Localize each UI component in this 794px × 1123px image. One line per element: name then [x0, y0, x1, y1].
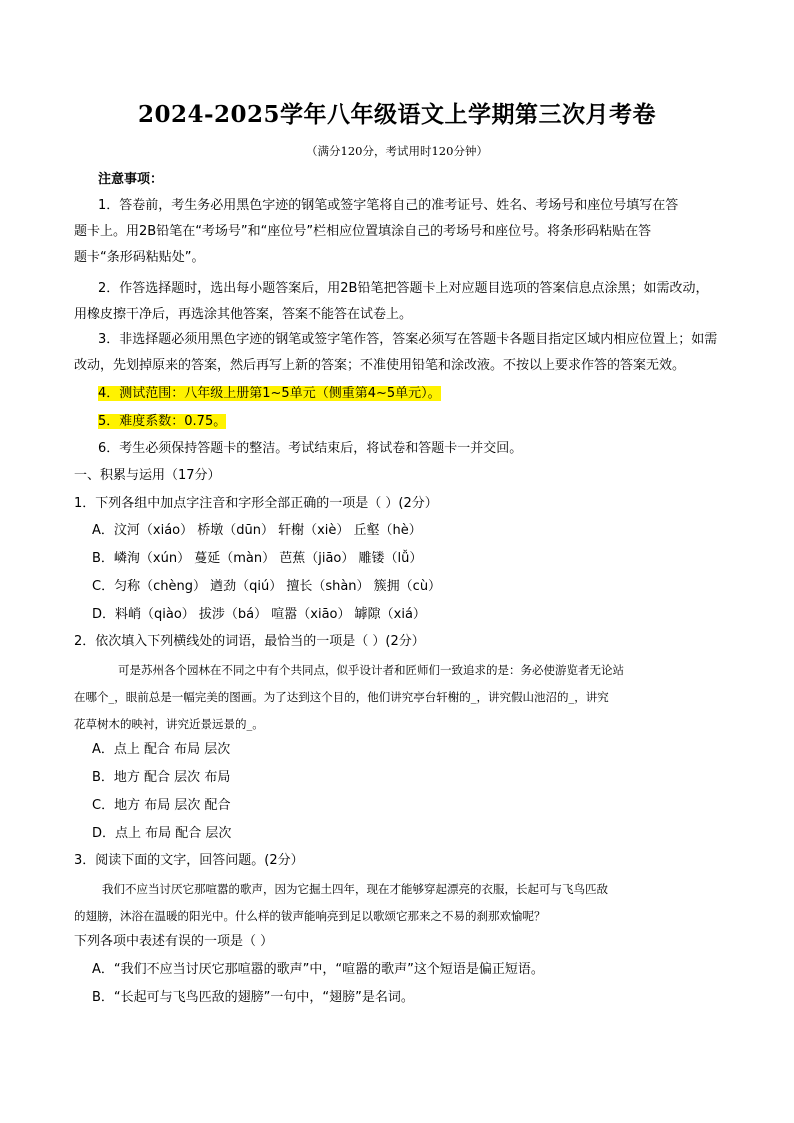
q3-passage-line-2: 的翅膀，沐浴在温暖的阳光中。什么样的钹声能响亮到足以歌颂它那来之不易的刹那欢愉呢？ [74, 909, 546, 923]
notice-heading: 注意事项： [98, 172, 164, 187]
notice-item-1-line-1: 1．答卷前，考生务必用黑色字迹的钢笔或签字笔将自己的准考证号、姓名、考场号和座位号填写在答 [98, 198, 679, 213]
notice-item-3-line-1: 3．非选择题必须用黑色字迹的钢笔或签字笔作答，答案必须写在答题卡各题目指定区域内相应位置上；如需 [98, 332, 718, 347]
q1-stem: 1．下列各组中加点字注音和字形全部正确的一项是（ ）(2分） [74, 496, 438, 511]
q2-stem: 2．依次填入下列横线处的词语，最恰当的一项是（ ）(2分） [74, 634, 425, 649]
notice-item-6: 6．考生必须保持答题卡的整洁。考试结束后，将试卷和答题卡一并交回。 [98, 441, 523, 456]
notice-item-3-line-2: 改动，先划掉原来的答案，然后再写上新的答案；不准使用铅笔和涂改液。不按以上要求作答的答案无效。 [74, 358, 686, 373]
notice-item-5: 5．难度系数：0.75。 [98, 414, 227, 429]
exam-subtitle: （满分120分，考试用时120分钟） [306, 144, 488, 158]
notice-item-1-line-2: 题卡上。用2B铅笔在“考场号”和“座位号”栏相应位置填涂自己的考场号和座位号。将条形码粘贴在答 [74, 224, 652, 239]
q2-passage-line-3: 花草树木的映衬，讲究近景远景的_。 [74, 717, 264, 731]
section-heading: 一、积累与运用（17分） [74, 468, 221, 483]
q3-option-a: A．“我们不应当讨厌它那喧嚣的歌声”中，“喧嚣的歌声”这个短语是偏正短语。 [92, 962, 544, 977]
q1-option-c: C．匀称（chèng） 遒劲（qiú） 擅长（shàn） 簇拥（cù） [92, 579, 442, 594]
q3-ask: 下列各项中表述有误的一项是（ ） [74, 934, 274, 949]
q2-option-d: D．点上 布局 配合 层次 [92, 826, 232, 841]
notice-item-2-line-1: 2．作答选择题时，选出每小题答案后，用2B铅笔把答题卡上对应题目选项的答案信息点涂黑；如需改动， [98, 281, 709, 296]
q1-option-a: A．汶河（xiáo） 桥墩（dūn） 轩榭（xiè） 丘壑（hè） [92, 523, 422, 538]
exam-title: 2024-2025学年八年级语文上学期第三次月考卷 [137, 101, 657, 128]
q1-option-b: B．嶙洵（xún） 蔓延（màn） 芭蕉（jiāo） 雕镂（lǚ） [92, 551, 423, 566]
notice-item-2-line-2: 用橡皮擦干净后，再选涂其他答案，答案不能答在试卷上。 [74, 307, 413, 322]
notice-item-1-line-3: 题卡“条形码粘贴处”。 [74, 250, 205, 265]
q2-option-b: B．地方 配合 层次 布局 [92, 770, 231, 785]
q3-option-b: B．“长起可与飞鸟匹敌的翅膀”一句中，“翅膀”是名词。 [92, 990, 414, 1005]
notice-item-4: 4．测试范围：八年级上册第1~5单元（侧重第4~5单元）。 [98, 386, 441, 401]
q1-option-d: D．料峭（qiào） 拔涉（bá） 喧嚣（xiāo） 罅隙（xiá） [92, 607, 426, 622]
q3-stem: 3．阅读下面的文字，回答问题。(2分） [74, 853, 304, 868]
q2-option-a: A．点上 配合 布局 层次 [92, 742, 231, 757]
q3-passage-line-1: 我们不应当讨厌它那喧嚣的歌声，因为它掘土四年，现在才能够穿起漂亮的衣服，长起可与飞鸟匹敌 [102, 882, 608, 896]
q2-passage-line-2: 在哪个_，眼前总是一幅完美的图画。为了达到这个目的，他们讲究亭台轩榭的_，讲究假山池沼的_，讲究 [74, 690, 609, 704]
q2-option-c: C．地方 布局 层次 配合 [92, 798, 231, 813]
q2-passage-line-1: 可是苏州各个园林在不同之中有个共同点，似乎设计者和匠师们一致追求的是：务必使游览者无论站 [118, 663, 624, 677]
